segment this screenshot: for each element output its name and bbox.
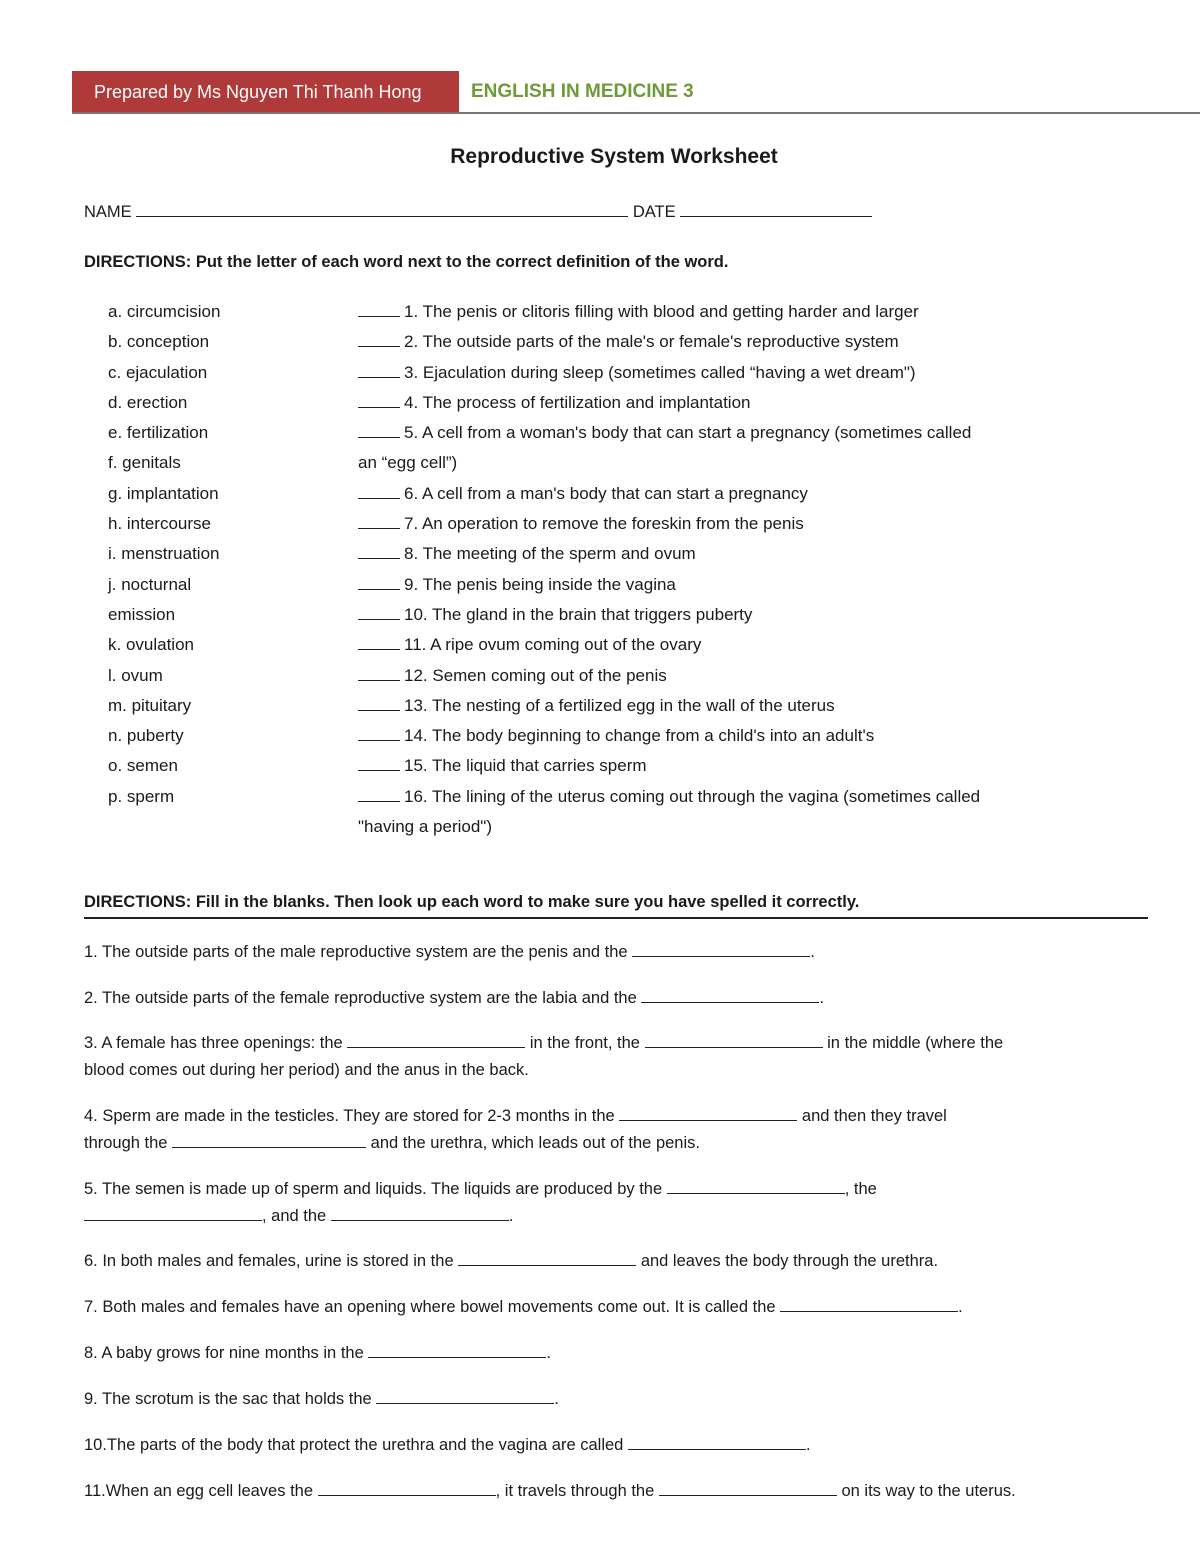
answer-blank[interactable] xyxy=(358,363,400,378)
answer-blank[interactable] xyxy=(358,666,400,681)
fill-blank[interactable] xyxy=(641,988,819,1003)
fill-blank[interactable] xyxy=(659,1481,837,1496)
answer-blank[interactable] xyxy=(358,756,400,771)
page-title: Reproductive System Worksheet xyxy=(450,145,778,168)
answer-blank[interactable] xyxy=(358,575,400,590)
definition-item: 6. A cell from a man's body that can start a pregnancy xyxy=(358,482,980,512)
word-item: p. sperm xyxy=(108,786,175,806)
word-item: emission xyxy=(108,604,176,624)
word-item: k. ovulation xyxy=(108,635,194,655)
word-item: d. erection xyxy=(108,392,188,412)
answer-blank[interactable] xyxy=(358,726,400,741)
definition-list xyxy=(358,300,980,845)
question-2: 2. The outside parts of the female reproductive system are the labia and the . xyxy=(84,989,824,1007)
fill-blank[interactable] xyxy=(619,1106,797,1121)
definition-item: 15. The liquid that carries sperm xyxy=(358,754,980,784)
definition-item: 16. The lining of the uterus coming out through the vagina (sometimes called xyxy=(358,785,980,815)
question-3: 3. A female has three openings: the in the front, the in the middle (where the blood comes out during her period) and the anus in the back. xyxy=(84,1034,1004,1079)
word-list xyxy=(108,300,220,815)
definition-item: 8. The meeting of the sperm and ovum xyxy=(358,542,980,572)
word-item: f. genitals xyxy=(108,453,181,473)
course-title: ENGLISH IN MEDICINE 3 xyxy=(471,81,694,102)
fill-blank[interactable] xyxy=(331,1206,509,1221)
definition-item: 2. The outside parts of the male's or female's reproductive system xyxy=(358,330,980,360)
word-item: c. ejaculation xyxy=(108,362,208,382)
fill-blank[interactable] xyxy=(84,1206,262,1221)
fill-blank[interactable] xyxy=(632,942,810,957)
answer-blank[interactable] xyxy=(358,484,400,499)
fill-blank[interactable] xyxy=(645,1033,823,1048)
answer-blank[interactable] xyxy=(358,605,400,620)
question-6: 6. In both males and females, urine is stored in the and leaves the body through the urethra. xyxy=(84,1252,939,1270)
question-11: 11.When an egg cell leaves the , it travels through the on its way to the uterus. xyxy=(84,1482,1016,1500)
section-divider xyxy=(84,917,1148,919)
fill-blank[interactable] xyxy=(347,1033,525,1048)
word-item: n. puberty xyxy=(108,726,184,746)
definition-item: 13. The nesting of a fertilized egg in the wall of the uterus xyxy=(358,694,980,724)
definition-item: 14. The body beginning to change from a child's into an adult's xyxy=(358,724,980,754)
definition-item: 4. The process of fertilization and implantation xyxy=(358,391,980,421)
word-item: e. fertilization xyxy=(108,423,209,443)
fill-blank[interactable] xyxy=(376,1389,554,1404)
word-item: m. pituitary xyxy=(108,695,192,715)
word-item: o. semen xyxy=(108,756,178,776)
fill-blank[interactable] xyxy=(458,1251,636,1266)
word-item: b. conception xyxy=(108,332,210,352)
definition-item: 11. A ripe ovum coming out of the ovary xyxy=(358,633,980,663)
name-date-line xyxy=(84,202,872,222)
definition-item: 5. A cell from a woman's body that can start a pregnancy (sometimes called xyxy=(358,421,980,451)
definition-continuation: an “egg cell”) xyxy=(358,453,458,473)
definition-continuation: "having a period") xyxy=(358,817,492,837)
word-item: j. nocturnal xyxy=(108,574,192,594)
question-9: 9. The scrotum is the sac that holds the . xyxy=(84,1390,559,1408)
answer-blank[interactable] xyxy=(358,302,400,317)
question-8: 8. A baby grows for nine months in the . xyxy=(84,1344,551,1362)
answer-blank[interactable] xyxy=(358,423,400,438)
question-4: 4. Sperm are made in the testicles. They are stored for 2-3 months in the and then they travel through the and the urethra, which leads out of the penis. xyxy=(84,1107,947,1152)
fill-blank[interactable] xyxy=(667,1179,845,1194)
date-field[interactable] xyxy=(680,202,872,217)
word-item: g. implantation xyxy=(108,483,219,503)
definition-item: 7. An operation to remove the foreskin from the penis xyxy=(358,512,980,542)
word-item: i. menstruation xyxy=(108,544,220,564)
header-divider xyxy=(72,112,1200,114)
fill-blank[interactable] xyxy=(628,1435,806,1450)
answer-blank[interactable] xyxy=(358,635,400,650)
fill-blank[interactable] xyxy=(172,1133,366,1148)
question-1: 1. The outside parts of the male reproductive system are the penis and the . xyxy=(84,943,815,961)
prepared-by-banner xyxy=(72,71,459,114)
section1-directions: DIRECTIONS: Put the letter of each word next to the correct definition of the word. xyxy=(84,253,729,271)
definition-item: 9. The penis being inside the vagina xyxy=(358,573,980,603)
definition-item: 10. The gland in the brain that triggers puberty xyxy=(358,603,980,633)
fill-blank[interactable] xyxy=(318,1481,496,1496)
answer-blank[interactable] xyxy=(358,544,400,559)
question-5: 5. The semen is made up of sperm and liquids. The liquids are produced by the , the , and the . xyxy=(84,1180,877,1225)
answer-blank[interactable] xyxy=(358,696,400,711)
definition-item: 3. Ejaculation during sleep (sometimes called “having a wet dream") xyxy=(358,361,980,391)
question-7: 7. Both males and females have an opening where bowel movements come out. It is called the . xyxy=(84,1298,963,1316)
section2-directions: DIRECTIONS: Fill in the blanks. Then look up each word to make sure you have spelled it correctly. xyxy=(84,893,860,911)
name-field[interactable] xyxy=(136,202,628,217)
name-label: NAME xyxy=(84,203,132,221)
fill-blank[interactable] xyxy=(780,1297,958,1312)
word-item: l. ovum xyxy=(108,665,163,685)
question-10: 10.The parts of the body that protect the urethra and the vagina are called . xyxy=(84,1436,811,1454)
fill-blank[interactable] xyxy=(368,1343,546,1358)
answer-blank[interactable] xyxy=(358,787,400,802)
date-label: DATE xyxy=(632,203,676,221)
answer-blank[interactable] xyxy=(358,514,400,529)
answer-blank[interactable] xyxy=(358,332,400,347)
definition-item: 1. The penis or clitoris filling with blood and getting harder and larger xyxy=(358,300,980,330)
definition-item: 12. Semen coming out of the penis xyxy=(358,664,980,694)
prepared-by-text: Prepared by Ms Nguyen Thi Thanh Hong xyxy=(94,82,422,102)
answer-blank[interactable] xyxy=(358,393,400,408)
word-item: h. intercourse xyxy=(108,514,211,534)
word-item: a. circumcision xyxy=(108,302,221,321)
